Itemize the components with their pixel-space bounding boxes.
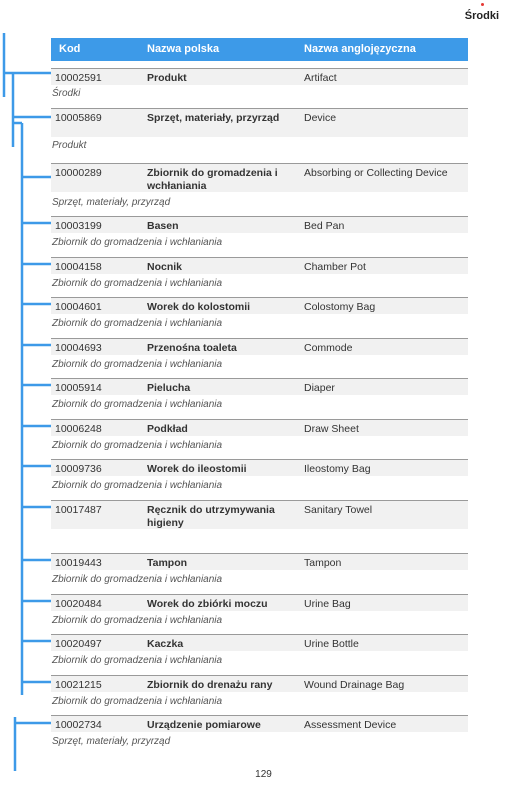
row-code: 10009736: [55, 463, 102, 475]
row-parent: Produkt: [52, 140, 87, 151]
row-polish-name: Basen: [147, 220, 179, 232]
row-english-name: Sanitary Towel: [304, 504, 373, 516]
row-parent: Zbiornik do gromadzenia i wchłaniania: [52, 574, 223, 585]
row-parent: Zbiornik do gromadzenia i wchłaniania: [52, 615, 223, 626]
row-english-name: Bed Pan: [304, 220, 345, 232]
row-code: 10006248: [55, 423, 102, 435]
row-polish-name: Kaczka: [147, 638, 184, 650]
section-title: Środki: [464, 10, 499, 22]
row-code: 10004693: [55, 342, 102, 354]
table-row: [51, 216, 468, 251]
header-polish-name: Nazwa polska: [147, 43, 220, 55]
row-code: 10005914: [55, 382, 102, 394]
row-polish-name: Worek do zbiórki moczu: [147, 598, 268, 610]
row-english-name: Colostomy Bag: [304, 301, 376, 313]
row-polish-name: Ręcznik do utrzymywania higieny: [147, 504, 275, 529]
row-polish-name: Zbiornik do drenażu rany: [147, 679, 273, 691]
row-code: 10002734: [55, 719, 102, 731]
row-code: 10017487: [55, 504, 102, 516]
table-row: [51, 553, 468, 588]
row-english-name: Commode: [304, 342, 353, 354]
row-code: 10019443: [55, 557, 102, 569]
table-row: [51, 634, 468, 669]
table-row: [51, 163, 468, 210]
row-english-name: Assessment Device: [304, 719, 397, 731]
table-header: [51, 38, 468, 61]
row-polish-name: Urządzenie pomiarowe: [147, 719, 261, 731]
row-polish-name: Pielucha: [147, 382, 191, 394]
table-row: [51, 459, 468, 494]
page-number: 129: [255, 769, 272, 780]
table-row: [51, 715, 468, 750]
table-row: [51, 419, 468, 454]
row-polish-name: Worek do kolostomii: [147, 301, 251, 313]
header-english-name: Nazwa anglojęzyczna: [304, 43, 416, 55]
row-parent: Zbiornik do gromadzenia i wchłaniania: [52, 399, 223, 410]
row-code: 10005869: [55, 112, 102, 124]
row-polish-name: Podkład: [147, 423, 188, 435]
row-code: 10021215: [55, 679, 102, 691]
row-code: 10004158: [55, 261, 102, 273]
row-parent: Zbiornik do gromadzenia i wchłaniania: [52, 359, 223, 370]
row-polish-name: Nocnik: [147, 261, 183, 273]
row-english-name: Device: [304, 112, 337, 124]
row-parent: Zbiornik do gromadzenia i wchłaniania: [52, 278, 223, 289]
row-parent: Środki: [52, 88, 81, 99]
table-row: [51, 108, 468, 155]
row-code: 10003199: [55, 220, 102, 232]
row-english-name: Draw Sheet: [304, 423, 359, 435]
row-polish-name: Produkt: [147, 72, 187, 84]
row-parent: Zbiornik do gromadzenia i wchłaniania: [52, 440, 223, 451]
row-code: 10020497: [55, 638, 102, 650]
table-row: [51, 500, 468, 547]
table-row: [51, 338, 468, 373]
row-polish-name: Worek do ileostomii: [147, 463, 247, 475]
table-row: [51, 675, 468, 710]
header-code: Kod: [59, 43, 81, 55]
row-polish-name: Tampon: [147, 557, 188, 569]
row-parent: Sprzęt, materiały, przyrząd: [52, 736, 171, 747]
row-parent: Zbiornik do gromadzenia i wchłaniania: [52, 318, 223, 329]
row-polish-name: Zbiornik do gromadzenia i wchłaniania: [147, 167, 278, 192]
row-parent: Zbiornik do gromadzenia i wchłaniania: [52, 237, 223, 248]
row-english-name: Wound Drainage Bag: [304, 679, 405, 691]
row-english-name: Chamber Pot: [304, 261, 366, 273]
row-polish-name: Sprzęt, materiały, przyrząd: [147, 112, 280, 124]
table-row: [51, 594, 468, 629]
row-english-name: Absorbing or Collecting Device: [304, 167, 448, 179]
row-code: 10000289: [55, 167, 102, 179]
table-row: [51, 378, 468, 413]
table-row: [51, 257, 468, 292]
corner-mark: [481, 3, 484, 6]
table-row: [51, 68, 468, 103]
row-code: 10002591: [55, 72, 102, 84]
row-english-name: Tampon: [304, 557, 342, 569]
row-english-name: Urine Bottle: [304, 638, 359, 650]
row-parent: Zbiornik do gromadzenia i wchłaniania: [52, 655, 223, 666]
row-polish-name: Przenośna toaleta: [147, 342, 237, 354]
row-parent: Sprzęt, materiały, przyrząd: [52, 197, 171, 208]
table-row: [51, 297, 468, 332]
row-parent: Zbiornik do gromadzenia i wchłaniania: [52, 480, 223, 491]
row-code: 10004601: [55, 301, 102, 313]
row-english-name: Urine Bag: [304, 598, 351, 610]
row-parent: Zbiornik do gromadzenia i wchłaniania: [52, 696, 223, 707]
row-english-name: Artifact: [304, 72, 337, 84]
row-english-name: Ileostomy Bag: [304, 463, 371, 475]
row-english-name: Diaper: [304, 382, 335, 394]
row-code: 10020484: [55, 598, 102, 610]
